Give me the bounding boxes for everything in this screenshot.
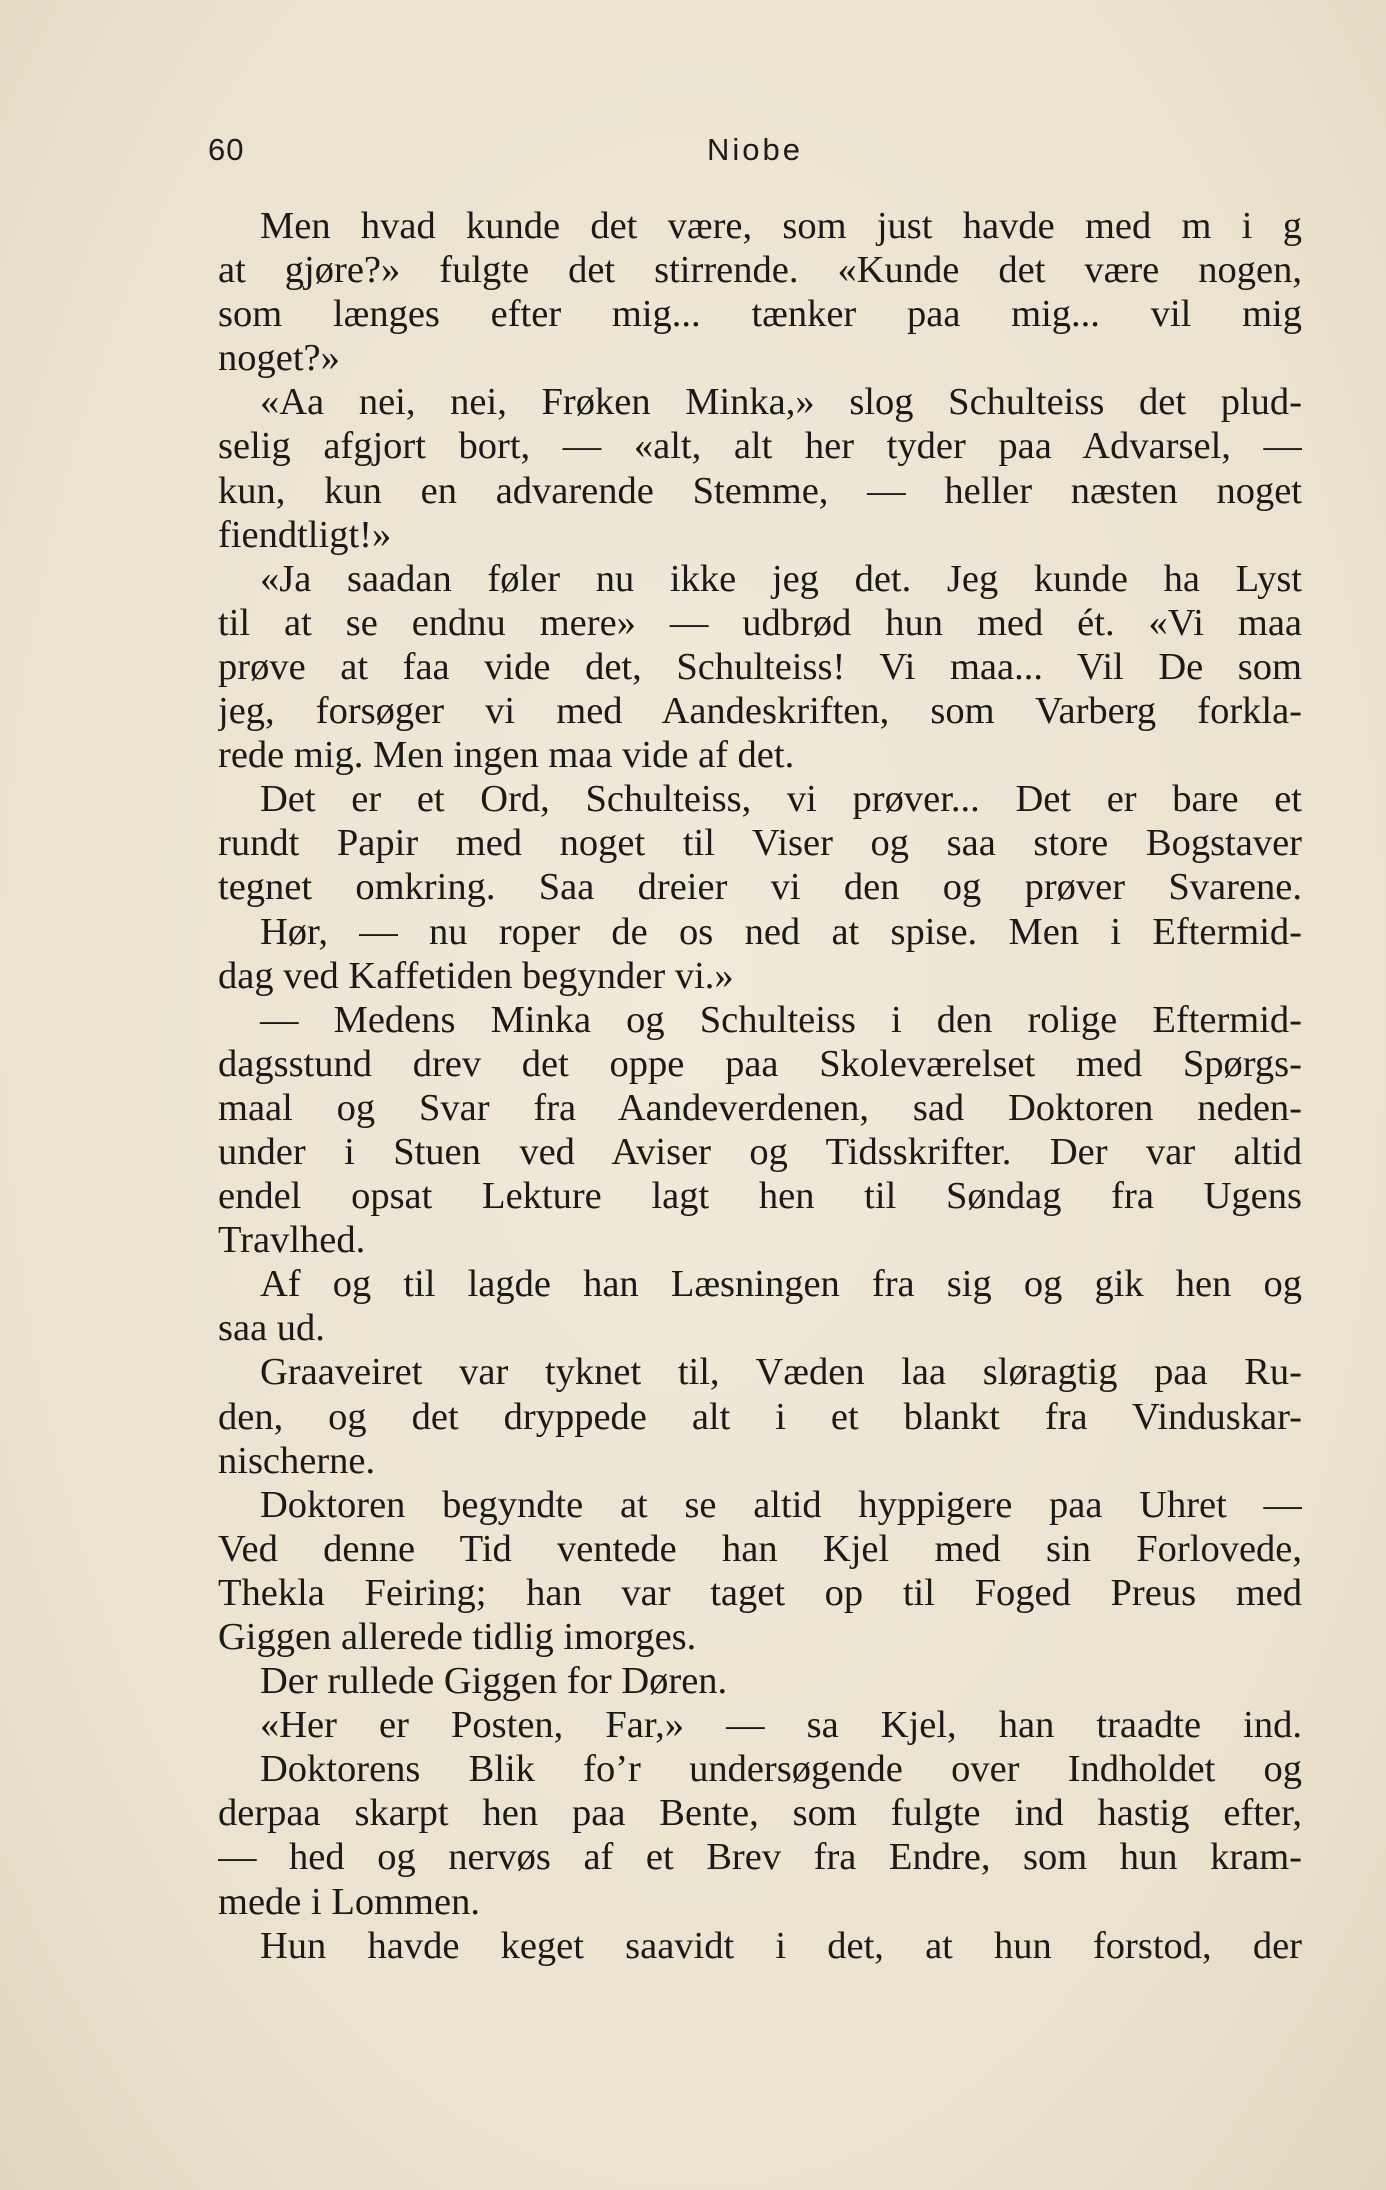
text-line: Graaveiret var tyknet til, Væden laa sløragtig paa Ru- [260, 1351, 1302, 1394]
text-line: Det er et Ord, Schulteiss, vi prøver... Det er bare et [260, 778, 1302, 821]
text-line: dag ved Kaffetiden begynder vi.» [218, 954, 734, 997]
text-line: maal og Svar fra Aandeverdenen, sad Doktoren neden- [218, 1086, 1302, 1129]
page-header [208, 132, 1302, 180]
text-line: Thekla Feiring; han var taget op til Foged Preus med [218, 1571, 1302, 1614]
text-line: rundt Papir med noget til Viser og saa store Bogstaver [218, 822, 1302, 865]
text-line: tegnet omkring. Saa dreier vi den og prøver Svarene. [218, 866, 1302, 909]
text-line: «Aa nei, nei, Frøken Minka,» slog Schulteiss det plud- [260, 381, 1302, 424]
text-line: Doktorens Blik fo’r undersøgende over Indholdet og [260, 1748, 1302, 1791]
text-line: Hun havde keget saavidt i det, at hun forstod, der [260, 1924, 1302, 1967]
text-line: at gjøre?» fulgte det stirrende. «Kunde det være nogen, [218, 249, 1302, 292]
text-line: Giggen allerede tidlig imorges. [218, 1616, 697, 1658]
text-line: jeg, forsøger vi med Aandeskriften, som Varberg forkla- [218, 690, 1302, 733]
text-line: — Medens Minka og Schulteiss i den rolige Eftermid- [260, 998, 1302, 1041]
text-line: Hør, — nu roper de os ned at spise. Men i Eftermid- [260, 910, 1302, 953]
text-line: saa ud. [218, 1307, 325, 1350]
text-line: selig afgjort bort, — «alt, alt her tyder paa Advarsel, — [218, 425, 1302, 468]
text-line: «Her er Posten, Far,» — sa Kjel, han traadte ind. [260, 1704, 1302, 1747]
text-line: til at se endnu mere» — udbrød hun med ét. «Vi maa [218, 601, 1302, 644]
text-line: fiendtligt!» [218, 513, 392, 556]
text-line: Men hvad kunde det være, som just havde med m i g [260, 205, 1302, 247]
text-line: Ved denne Tid ventede han Kjel med sin Forlovede, [218, 1527, 1302, 1570]
text-line: kun, kun en advarende Stemme, — heller næsten noget [218, 469, 1302, 512]
text-line: Af og til lagde han Læsningen fra sig og gik hen og [260, 1263, 1302, 1306]
text-line: rede mig. Men ingen maa vide af det. [218, 734, 795, 777]
text-line: under i Stuen ved Aviser og Tidsskrifter. Der var altid [218, 1130, 1302, 1173]
text-line: den, og det dryppede alt i et blankt fra Vinduskar- [218, 1395, 1302, 1438]
text-line: — hed og nervøs af et Brev fra Endre, som hun kram- [218, 1836, 1302, 1879]
page-number: 60 [208, 132, 245, 167]
text-line: derpaa skarpt hen paa Bente, som fulgte ind hastig efter, [218, 1792, 1302, 1835]
text-line: som længes efter mig... tænker paa mig... vil mig [218, 293, 1302, 336]
running-title: Niobe [707, 132, 803, 167]
text-line: Travlhed. [218, 1219, 366, 1262]
text-line: prøve at faa vide det, Schulteiss! Vi maa... Vil De som [218, 645, 1302, 688]
text-line: mede i Lommen. [218, 1880, 480, 1923]
text-line: endel opsat Lekture lagt hen til Søndag fra Ugens [218, 1175, 1302, 1218]
text-line: Der rullede Giggen for Døren. [260, 1660, 728, 1703]
text-line: dagsstund drev det oppe paa Skoleværelset med Spørgs- [218, 1042, 1302, 1085]
text-line: Doktoren begyndte at se altid hyppigere paa Uhret — [260, 1483, 1302, 1526]
text-line: nischerne. [218, 1439, 376, 1482]
text-line: «Ja saadan føler nu ikke jeg det. Jeg kunde ha Lyst [260, 557, 1302, 600]
body-text [218, 204, 1302, 1968]
text-line: noget?» [218, 337, 340, 380]
